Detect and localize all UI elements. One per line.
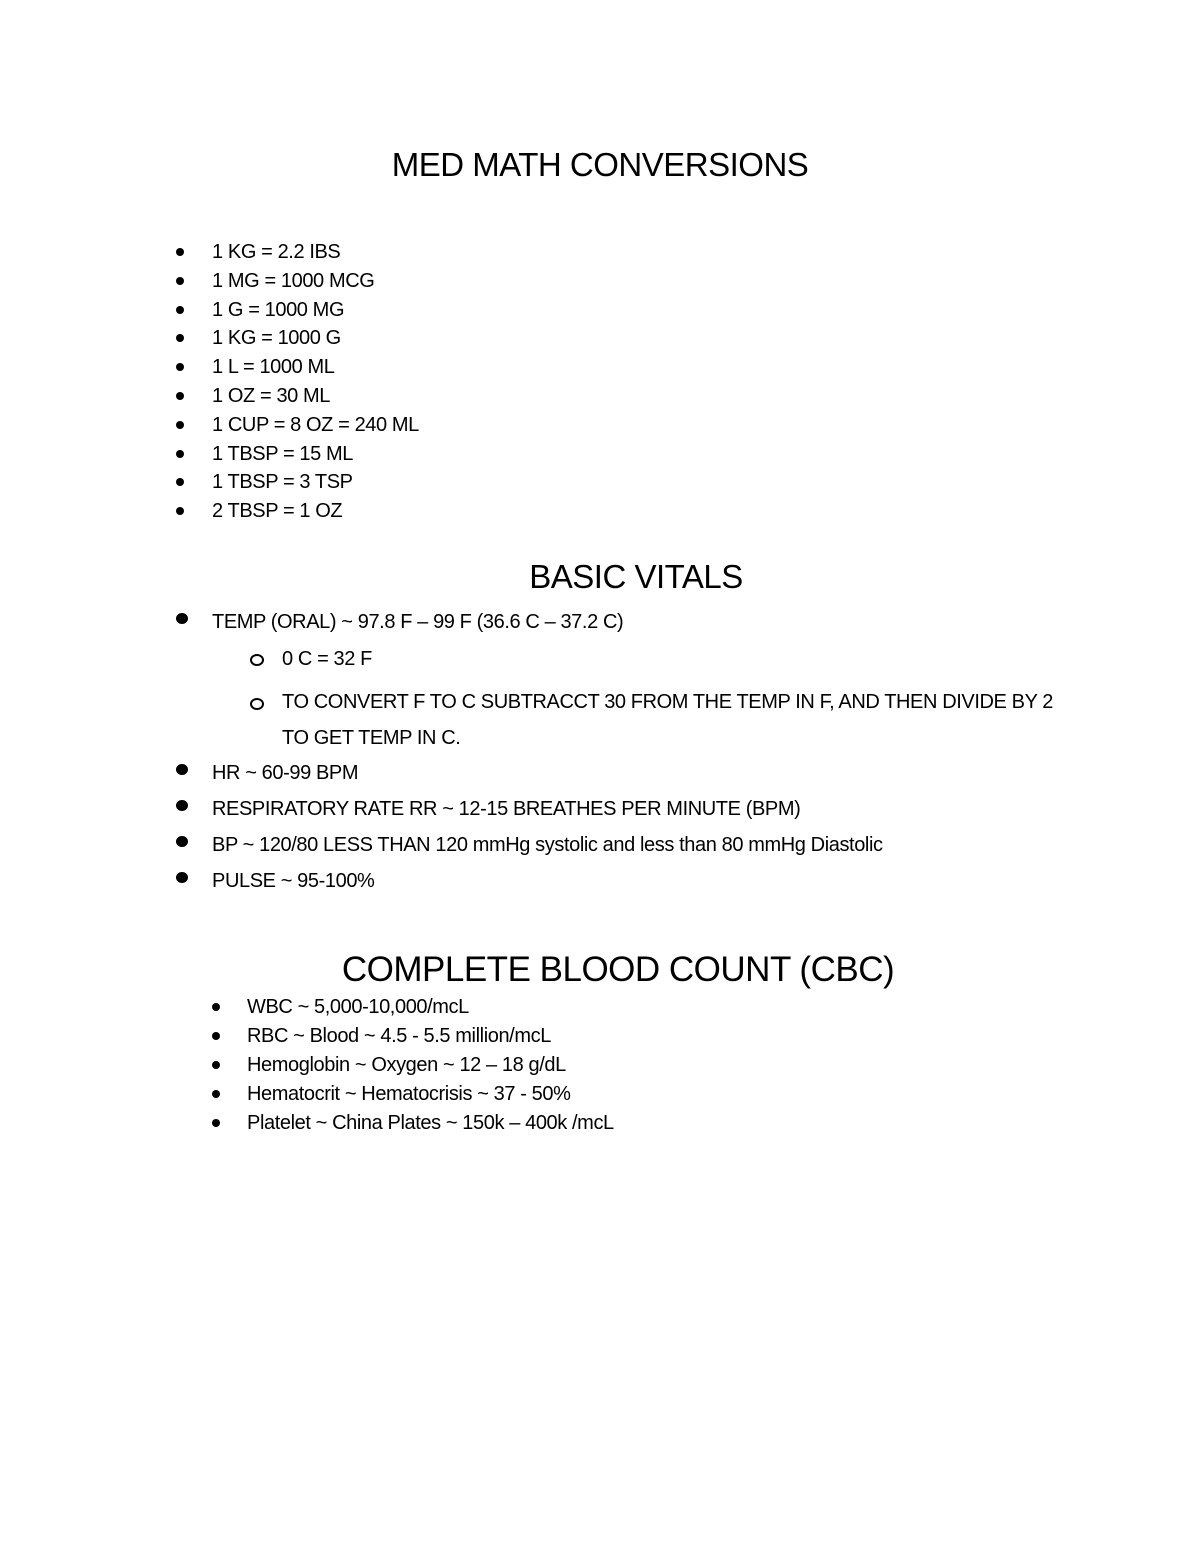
conversion-text: 1 TBSP = 3 TSP <box>212 471 353 494</box>
cbc-text: RBC ~ Blood ~ 4.5 - 5.5 million/mcL <box>247 1025 551 1047</box>
bullet-icon <box>176 800 188 811</box>
bullet-icon <box>176 363 184 371</box>
conversion-text: 1 KG = 1000 G <box>212 327 341 350</box>
bullet-icon <box>176 613 188 624</box>
cbc-text: Platelet ~ China Plates ~ 150k – 400k /mcL <box>247 1112 614 1134</box>
vital-subtext: 0 C = 32 F <box>282 648 372 670</box>
conversion-text: 1 CUP = 8 OZ = 240 ML <box>212 413 419 436</box>
bullet-icon <box>176 248 184 256</box>
bullet-icon <box>176 450 184 458</box>
vitals-heading: BASIC VITALS <box>529 558 743 595</box>
bullet-icon <box>176 277 184 285</box>
conversion-text: 1 OZ = 30 ML <box>212 384 331 407</box>
bullet-icon <box>176 507 184 515</box>
vital-text: PULSE ~ 95-100% <box>212 870 375 892</box>
bullet-icon <box>212 1119 220 1127</box>
conversions-heading: MED MATH CONVERSIONS <box>391 146 809 183</box>
vital-subtext-line: TO GET TEMP IN C. <box>282 727 461 749</box>
conversion-text: 1 L = 1000 ML <box>212 356 335 379</box>
bullet-icon <box>176 421 184 429</box>
bullet-icon <box>176 764 188 775</box>
conversion-text: 1 KG = 2.2 IBS <box>212 241 341 263</box>
vital-text: BP ~ 120/80 LESS THAN 120 mmHg systolic and less than 80 mmHg Diastolic <box>212 834 883 856</box>
bullet-icon <box>176 872 188 883</box>
vital-subtext-line: TO CONVERT F TO C SUBTRACCT 30 FROM THE TEMP IN F, AND THEN DIVIDE BY 2 <box>282 691 1054 713</box>
circle-bullet-icon <box>250 654 264 666</box>
bullet-icon <box>176 478 184 486</box>
bullet-icon <box>176 392 184 400</box>
cbc-text: Hematocrit ~ Hematocrisis ~ 37 - 50% <box>247 1083 571 1105</box>
bullet-icon <box>212 1061 220 1069</box>
bullet-icon <box>176 306 184 314</box>
bullet-icon <box>212 1032 220 1040</box>
conversion-text: 1 G = 1000 MG <box>212 298 345 321</box>
circle-bullet-icon <box>250 698 264 710</box>
conversion-text: 2 TBSP = 1 OZ <box>212 500 343 523</box>
cbc-text: Hemoglobin ~ Oxygen ~ 12 – 18 g/dL <box>247 1054 566 1076</box>
vital-subtext <box>282 684 1072 756</box>
cbc-text: WBC ~ 5,000-10,000/mcL <box>247 996 469 1018</box>
bullet-icon <box>212 1003 220 1011</box>
cbc-heading: COMPLETE BLOOD COUNT (CBC) <box>341 950 895 989</box>
conversion-text: 1 TBSP = 15 ML <box>212 442 353 465</box>
bullet-icon <box>176 334 184 342</box>
bullet-icon <box>176 836 188 847</box>
bullet-icon <box>212 1090 220 1098</box>
conversion-text: 1 MG = 1000 MCG <box>212 269 375 292</box>
vital-text: TEMP (ORAL) ~ 97.8 F – 99 F (36.6 C – 37.2 C) <box>212 611 624 633</box>
vital-text: HR ~ 60-99 BPM <box>212 762 359 784</box>
vital-text: RESPIRATORY RATE RR ~ 12-15 BREATHES PER MINUTE (BPM) <box>212 798 801 820</box>
